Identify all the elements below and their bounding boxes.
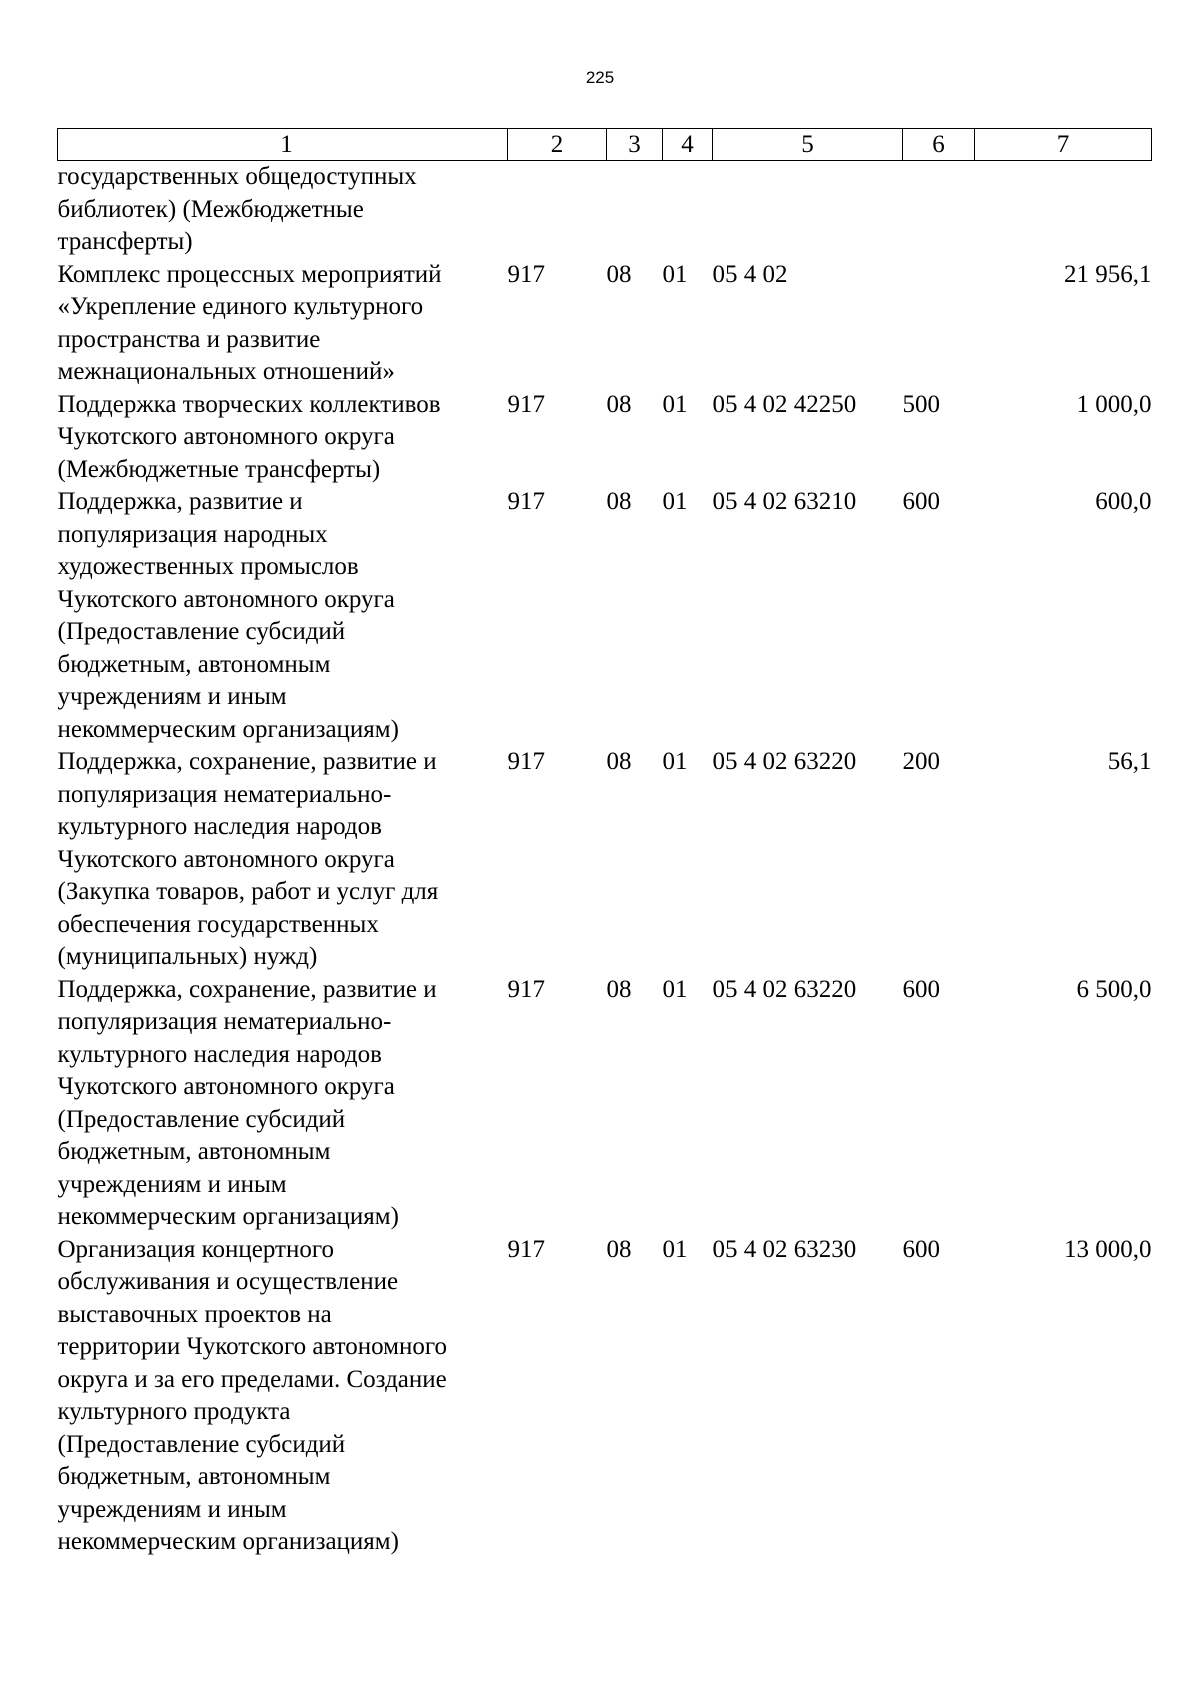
table-row: [58, 161, 1152, 259]
expense-name-line: Чукотского автономного округа: [57, 585, 395, 613]
target-article-code-cell: 05 4 02: [712, 260, 788, 288]
expense-name-line: территории Чукотского автономного: [57, 1333, 447, 1360]
expense-name-line: Чукотского автономного округа: [57, 423, 395, 450]
column-header-6: 6: [903, 129, 975, 161]
section-code-cell: 08: [606, 488, 632, 515]
expense-name-line: художественных промыслов: [57, 553, 359, 580]
expense-name-line: (Предоставление субсидий: [57, 1105, 346, 1133]
expense-name-line: Поддержка творческих коллективов: [57, 390, 441, 418]
table-row: [58, 259, 1152, 389]
expense-type-code-cell: [903, 161, 975, 259]
target-article-code-cell: 05 4 02 63230: [712, 1235, 857, 1263]
section-code-cell: 08: [606, 1235, 632, 1263]
expense-name-line: учреждениям и иным: [57, 1170, 287, 1198]
expense-name-line: Поддержка, развитие и: [57, 488, 303, 515]
expense-name-line: бюджетным, автономным: [57, 1463, 331, 1490]
expense-name-line: бюджетным, автономным: [57, 650, 331, 678]
table-row: [58, 486, 1152, 746]
target-article-code-cell: 05 4 02 63220: [712, 975, 857, 1003]
target-article-code-cell: [713, 161, 903, 259]
expense-name-line: округа и за его пределами. Создание: [57, 1365, 447, 1393]
amount-cell: 56,1: [1107, 748, 1152, 775]
expense-type-code-cell: 500: [902, 390, 940, 418]
expense-name-line: культурного наследия народов: [57, 813, 382, 840]
column-header-1: 1: [58, 129, 508, 161]
expense-name-line: Комплекс процессных мероприятий: [57, 260, 442, 288]
expense-name-line: Поддержка, сохранение, развитие и: [57, 975, 437, 1003]
expense-name-line: Чукотского автономного округа: [57, 845, 395, 873]
subsection-code-cell: [663, 161, 713, 259]
expense-name-line: популяризация народных: [57, 520, 328, 548]
subsection-code-cell: 01: [662, 748, 688, 775]
amount-cell: 600,0: [1095, 488, 1152, 515]
expense-name-line: Организация концертного: [57, 1235, 334, 1263]
section-code-cell: 08: [606, 975, 632, 1003]
column-header-3: 3: [607, 129, 663, 161]
department-code-cell: 917: [507, 390, 545, 418]
column-header-2: 2: [508, 129, 607, 161]
section-code-cell: [607, 161, 663, 259]
expense-type-code-cell: 200: [902, 748, 940, 775]
amount-cell: 13 000,0: [1064, 1235, 1152, 1263]
expense-name-cell: [58, 259, 508, 389]
subsection-code-cell: 01: [662, 1235, 688, 1263]
table-body: [58, 161, 1152, 1559]
expense-name-line: пространства и развитие: [57, 325, 321, 353]
expense-name-line: государственных общедоступных: [57, 163, 417, 190]
expense-type-code-cell: [903, 259, 975, 389]
expense-name-line: (Межбюджетные трансферты): [57, 455, 381, 483]
subsection-code-cell: 01: [662, 975, 688, 1003]
expense-name-line: (Предоставление субсидий: [57, 1430, 346, 1458]
amount-cell: 21 956,1: [1064, 260, 1152, 288]
expense-name-line: (муниципальных) нужд): [57, 943, 318, 970]
budget-table: [57, 128, 1152, 1559]
table-row: [58, 746, 1152, 974]
expense-name-line: культурного наследия народов: [57, 1040, 382, 1068]
expense-name-line: (Закупка товаров, работ и услуг для: [57, 878, 439, 905]
expense-name-cell: [58, 161, 508, 259]
expense-type-code-cell: 600: [902, 975, 940, 1003]
section-code-cell: 08: [606, 390, 632, 418]
table-header: [58, 129, 1152, 161]
expense-name-line: обслуживания и осуществление: [57, 1268, 399, 1295]
subsection-code-cell: 01: [662, 488, 688, 515]
expense-name-line: «Укрепление единого культурного: [57, 293, 424, 320]
expense-name-cell: [58, 974, 508, 1234]
expense-type-code-cell: 600: [902, 1235, 940, 1263]
expense-name-cell: [58, 746, 508, 974]
page-number: 225: [585, 68, 615, 87]
target-article-code-cell: 05 4 02 63210: [712, 488, 857, 515]
expense-name-line: библиотек) (Межбюджетные: [57, 195, 364, 223]
expense-name-line: выставочных проектов на: [57, 1300, 332, 1328]
expense-name-line: учреждениям и иным: [57, 683, 287, 710]
table-row: [58, 1234, 1152, 1559]
table-row: [58, 974, 1152, 1234]
target-article-code-cell: 05 4 02 63220: [712, 748, 857, 775]
department-code-cell: [508, 161, 607, 259]
expense-name-line: (Предоставление субсидий: [57, 618, 346, 645]
table-row: [58, 389, 1152, 487]
section-code-cell: 08: [606, 748, 632, 775]
expense-name-line: бюджетным, автономным: [57, 1138, 331, 1165]
header-row: [58, 129, 1152, 161]
expense-name-line: межнациональных отношений»: [57, 358, 395, 385]
column-header-4: 4: [663, 129, 713, 161]
column-header-5: 5: [713, 129, 903, 161]
target-article-code-cell: 05 4 02 42250: [712, 390, 857, 418]
section-code-cell: 08: [606, 260, 632, 288]
expense-name-line: некоммерческим организациям): [57, 715, 399, 743]
expense-name-line: некоммерческим организациям): [57, 1528, 399, 1555]
expense-name-line: культурного продукта: [57, 1398, 291, 1425]
department-code-cell: 917: [507, 488, 545, 515]
expense-name-line: обеспечения государственных: [57, 910, 379, 938]
amount-cell: 1 000,0: [1076, 390, 1152, 418]
expense-name-line: некоммерческим организациям): [57, 1203, 399, 1230]
expense-name-cell: [58, 486, 508, 746]
expense-name-cell: [58, 1234, 508, 1559]
expense-name-cell: [58, 389, 508, 487]
expense-type-code-cell: 600: [902, 488, 940, 515]
expense-name-line: трансферты): [57, 228, 193, 255]
column-header-7: 7: [975, 129, 1152, 161]
department-code-cell: 917: [507, 260, 545, 288]
expense-name-line: учреждениям и иным: [57, 1495, 287, 1523]
expense-name-line: Чукотского автономного округа: [57, 1073, 395, 1100]
subsection-code-cell: 01: [662, 390, 688, 418]
subsection-code-cell: 01: [662, 260, 688, 288]
department-code-cell: 917: [507, 975, 545, 1003]
expense-name-line: Поддержка, сохранение, развитие и: [57, 748, 437, 775]
department-code-cell: 917: [507, 748, 545, 775]
expense-name-line: популяризация нематериально-: [57, 1008, 392, 1035]
expense-name-line: популяризация нематериально-: [57, 780, 392, 808]
amount-cell: 6 500,0: [1076, 975, 1152, 1003]
department-code-cell: 917: [507, 1235, 545, 1263]
amount-cell: [975, 161, 1152, 259]
